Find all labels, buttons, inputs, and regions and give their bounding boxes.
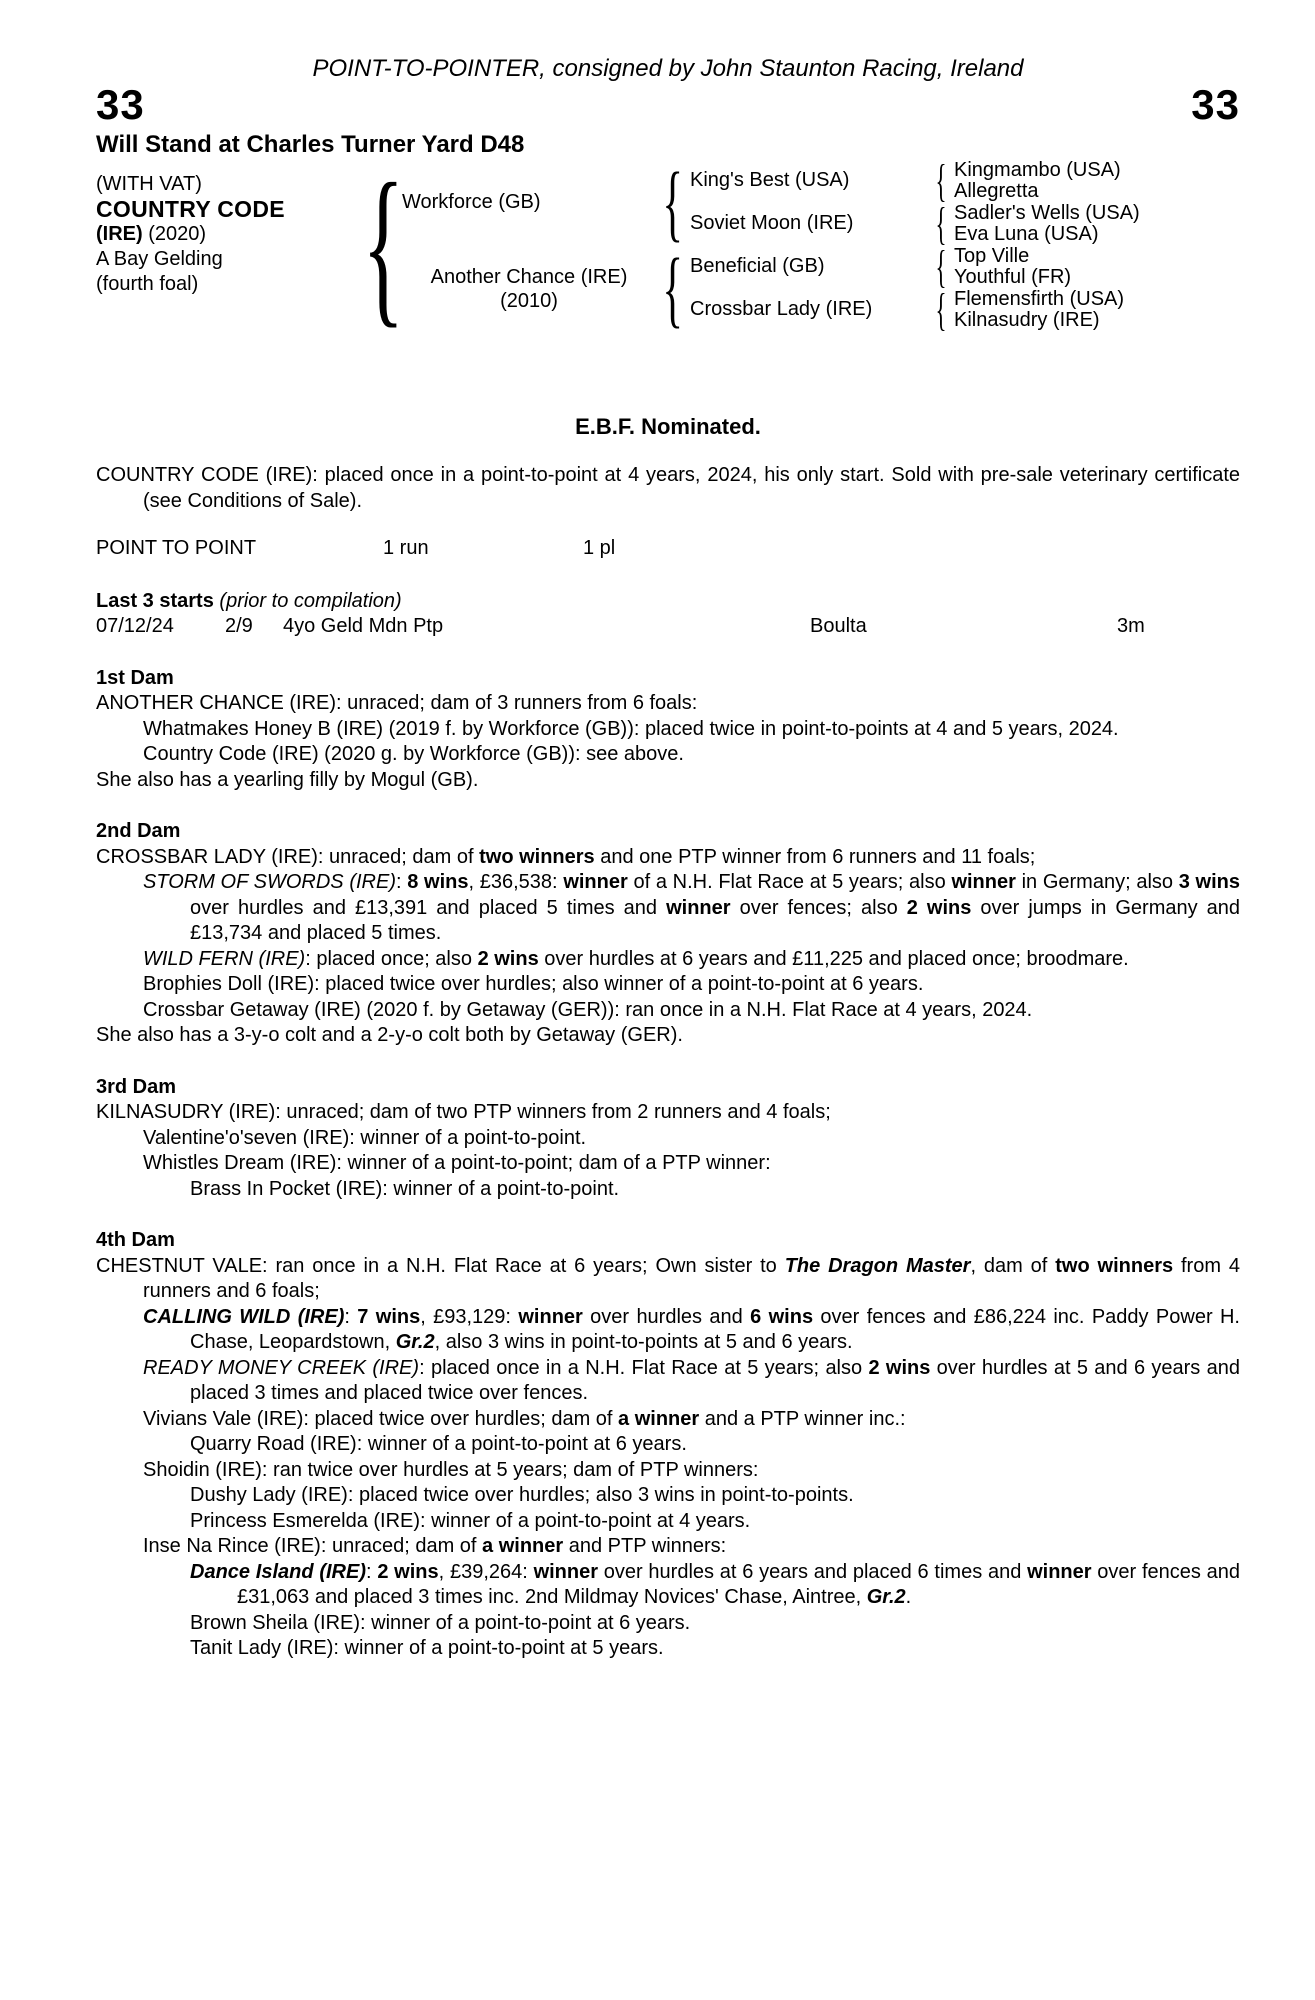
race-summary-row <box>96 536 1240 562</box>
dam-year: (2010) <box>500 289 558 312</box>
intro-paragraph <box>96 463 1240 514</box>
great-grandparent: Kingmambo (USA) <box>954 158 1121 181</box>
pedigree-paragraph: WILD FERN (IRE): placed once; also 2 wins over hurdles at 6 years and £11,225 and placed once; broodmare. <box>143 947 1129 970</box>
pedigree-paragraph: COUNTRY CODE (IRE): placed once in a point-to-point at 4 years, 2024, his only start. Sold with pre-sale veterinary certificate (see Conditions of Sale). <box>96 464 1240 512</box>
pedigree-paragraph: Dushy Lady (IRE): placed twice over hurdles; also 3 wins in point-to-points. <box>190 1484 854 1506</box>
pedigree-brace-gp3: { <box>935 241 947 293</box>
pedigree-paragraph: CROSSBAR LADY (IRE): unraced; dam of two winners and one PTP winner from 6 runners and 11 foals; <box>96 845 1036 868</box>
last-starts-note: (prior to compilation) <box>219 589 402 612</box>
horse-summary-block <box>96 160 364 332</box>
pedigree-paragraph: Valentine'o'seven (IRE): winner of a point-to-point. <box>143 1126 587 1149</box>
dam-block <box>402 246 656 332</box>
pedigree-paragraph: KILNASUDRY (IRE): unraced; dam of two PTP winners from 2 runners and 4 foals; <box>96 1101 831 1123</box>
foal-note: (fourth foal) <box>96 272 199 295</box>
last-starts-heading <box>96 589 1240 615</box>
horse-name: COUNTRY CODE <box>96 195 285 222</box>
start-race: 4yo Geld Mdn Ptp <box>283 615 444 637</box>
dam-section-heading: 1st Dam <box>96 666 174 689</box>
pedigree-paragraph: Tanit Lady (IRE): winner of a point-to-point at 5 years. <box>190 1637 664 1659</box>
dam-sections <box>96 666 1240 1662</box>
last-starts-label: Last 3 starts <box>96 589 214 612</box>
pedigree-paragraph: Brophies Doll (IRE): placed twice over hurdles; also winner of a point-to-point at 6 years. <box>143 973 924 995</box>
sire-name: Workforce (GB) <box>402 190 541 213</box>
pedigree-brace-gp1: { <box>935 155 947 207</box>
dam-section-heading: 4th Dam <box>96 1229 175 1251</box>
pedigree-paragraph: Crossbar Getaway (IRE) (2020 f. by Getaway (GER)): ran once in a N.H. Flat Race at 4 years, 2024. <box>143 998 1033 1021</box>
pedigree-paragraph: Whatmakes Honey B (IRE) (2019 f. by Workforce (GB)): placed twice in point-to-points at 4 and 5 years, 2024. <box>143 717 1119 740</box>
horse-suffix: (IRE) <box>96 222 143 245</box>
pedigree-paragraph: Inse Na Rince (IRE): unraced; dam of a winner and PTP winners: <box>143 1535 727 1557</box>
pedigree-paragraph: Brown Sheila (IRE): winner of a point-to-point at 6 years. <box>190 1611 691 1634</box>
pedigree-table <box>96 147 1240 343</box>
great-grandparent: Eva Luna (USA) <box>954 223 1099 245</box>
consignor-line: POINT-TO-POINTER, consigned by John Staunton Racing, Ireland <box>312 55 1024 82</box>
start-date: 07/12/24 <box>96 615 174 637</box>
dam-name: Another Chance (IRE) <box>430 265 628 288</box>
pedigree-paragraph: Dance Island (IRE): 2 wins, £39,264: winner over hurdles at 6 years and placed 6 times and winner over fences and £31,063 and placed 3 times inc. 2nd Mildmay Novices' Chase, Aintree, Gr.2. <box>190 1560 1240 1608</box>
granddam-maternal: Crossbar Lady (IRE) <box>690 298 873 321</box>
pedigree-paragraph: Country Code (IRE) (2020 g. by Workforce (GB)): see above. <box>143 743 684 765</box>
dam-section-heading: 3rd Dam <box>96 1075 177 1098</box>
stand-location: Will Stand at Charles Turner Yard D48 <box>96 130 525 158</box>
start-distance: 3m <box>1117 615 1145 637</box>
lot-number-left: 33 <box>96 80 145 128</box>
pedigree-paragraph: Vivians Vale (IRE): placed twice over hurdles; dam of a winner and a PTP winner inc.: <box>143 1407 906 1430</box>
horse-suffix-year <box>96 222 364 247</box>
dam-section-heading: 2nd Dam <box>96 820 181 842</box>
race-category: POINT TO POINT <box>96 537 257 559</box>
pedigree-paragraph: Princess Esmerelda (IRE): winner of a point-to-point at 4 years. <box>190 1509 751 1532</box>
great-grandparent: Top Ville <box>954 244 1030 267</box>
pedigree-paragraph: ANOTHER CHANCE (IRE): unraced; dam of 3 runners from 6 foals: <box>96 692 698 714</box>
ebf-note: E.B.F. Nominated. <box>575 413 761 439</box>
lot-number-right: 33 <box>1191 80 1240 128</box>
pedigree-paragraph: She also has a 3-y-o colt and a 2-y-o colt both by Getaway (GER). <box>96 1024 683 1046</box>
pedigree-paragraph: CALLING WILD (IRE): 7 wins, £93,129: winner over hurdles and 6 wins over fences and £86,224 inc. Paddy Power H. Chase, Leopardstown, Gr.2, also 3 wins in point-to-points at 5 and 6 years. <box>143 1305 1240 1353</box>
grandsire-maternal: Beneficial (GB) <box>690 255 825 278</box>
pedigree-brace-dam: { <box>662 239 684 336</box>
start-position: 2/9 <box>225 615 253 637</box>
great-grandparent: Flemensfirth (USA) <box>954 287 1125 310</box>
pedigree-paragraph: She also has a yearling filly by Mogul (GB). <box>96 768 479 791</box>
horse-year: (2020) <box>148 222 207 245</box>
pedigree-brace-sire: { <box>662 153 684 250</box>
vat-note: (WITH VAT) <box>96 172 202 195</box>
pedigree-paragraph: Quarry Road (IRE): winner of a point-to-point at 6 years. <box>190 1433 687 1455</box>
pedigree-brace-gp4: { <box>935 284 947 336</box>
pedigree-paragraph: Brass In Pocket (IRE): winner of a point-to-point. <box>190 1177 620 1200</box>
pedigree-brace-main: { <box>361 147 405 343</box>
race-start-row <box>96 614 1240 640</box>
pedigree-paragraph: Whistles Dream (IRE): winner of a point-to-point; dam of a PTP winner: <box>143 1152 771 1174</box>
pedigree-brace-gp2: { <box>935 198 947 250</box>
horse-description: A Bay Gelding <box>96 247 223 270</box>
great-grandparent: Youthful (FR) <box>954 266 1072 288</box>
pedigree-paragraph: Shoidin (IRE): ran twice over hurdles at 5 years; dam of PTP winners: <box>143 1458 759 1481</box>
granddam-paternal: Soviet Moon (IRE) <box>690 212 854 235</box>
great-grandparent: Sadler's Wells (USA) <box>954 201 1140 224</box>
great-grandparent: Kilnasudry (IRE) <box>954 309 1100 331</box>
race-places: 1 pl <box>583 537 616 559</box>
start-venue: Boulta <box>810 615 867 637</box>
race-runs: 1 run <box>383 537 429 559</box>
pedigree-paragraph: READY MONEY CREEK (IRE): placed once in a N.H. Flat Race at 5 years; also 2 wins over hurdles at 5 and 6 years and placed 3 times and placed twice over fences. <box>143 1356 1240 1404</box>
grandsire-paternal: King's Best (USA) <box>690 169 850 192</box>
great-grandparent: Allegretta <box>954 180 1039 202</box>
pedigree-paragraph: STORM OF SWORDS (IRE): 8 wins, £36,538: winner of a N.H. Flat Race at 5 years; also winner in Germany; also 3 wins over hurdles and £13,391 and placed 5 times and winner over fences; also 2 wins over jumps in Germany and £13,734 and placed 5 times. <box>143 871 1241 944</box>
pedigree-paragraph: CHESTNUT VALE: ran once in a N.H. Flat Race at 6 years; Own sister to The Dragon Master, dam of two winners from 4 runners and 6 foals; <box>96 1254 1240 1302</box>
lot-number-row <box>96 80 1240 128</box>
